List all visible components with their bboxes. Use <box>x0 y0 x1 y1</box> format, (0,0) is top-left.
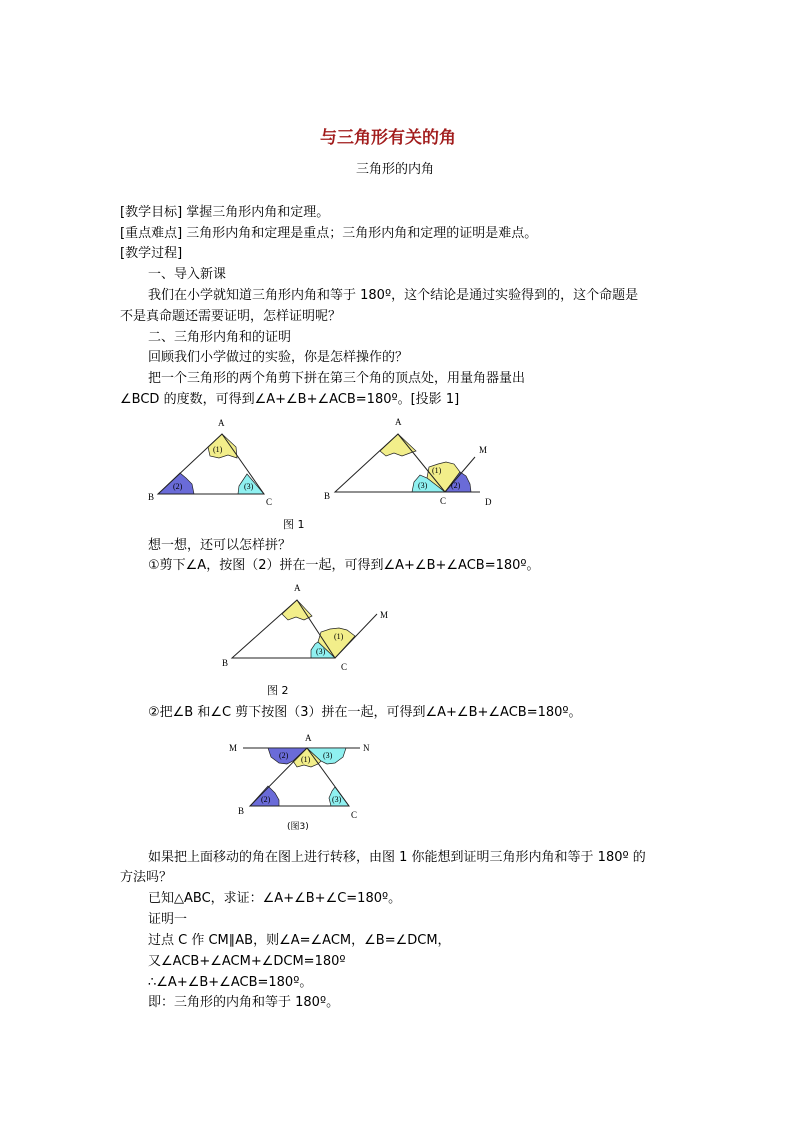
fig3-caption: (图3) <box>287 822 309 830</box>
fig3-num-2-top: (2) <box>279 751 289 760</box>
text-line-proof-3: ∴∠A+∠B+∠ACB=180º。 <box>148 975 313 990</box>
text-line-objective: [教学目标] 掌握三角形内角和定理。 <box>120 205 330 220</box>
fig1-left-label-A: A <box>218 418 225 428</box>
fig3-label-M: M <box>229 743 238 753</box>
fig1-right-label-D: D <box>485 497 492 507</box>
fig3-num-1: (1) <box>301 755 311 764</box>
text-line-cut-1: 把一个三角形的两个角剪下拼在第三个角的顶点处，用量角器量出 <box>148 371 526 386</box>
text-line-process: [教学过程] <box>120 246 183 261</box>
fig2-label-C: C <box>341 662 348 672</box>
text-line-transfer-1: 如果把上面移动的角在图上进行转移，由图 1 你能想到证明三角形内角和等于 180º 的 <box>148 850 646 865</box>
fig3-num-3-top: (3) <box>323 751 333 760</box>
figure-2 <box>215 578 405 698</box>
text-line-proof-1: 过点 C 作 CM∥AB，则∠A=∠ACM，∠B=∠DCM， <box>148 933 451 948</box>
fig1-right-label-B: B <box>324 491 331 501</box>
text-line-transfer-2: 方法吗？ <box>120 870 173 885</box>
fig3-label-A: A <box>305 733 312 743</box>
text-line-review: 回顾我们小学做过的实验，你是怎样操作的？ <box>148 350 409 365</box>
text-line-method-2: ②把∠B 和∠C 剪下按图（3）拼在一起，可得到∠A+∠B+∠ACB=180º。 <box>148 705 582 720</box>
fig2-label-M: M <box>380 610 389 620</box>
fig1-right-num-2: (2) <box>451 481 461 490</box>
fig1-left-num-3: (3) <box>244 482 254 491</box>
text-line-section2: 二、三角形内角和的证明 <box>148 330 292 345</box>
fig2-num-1: (1) <box>334 632 344 641</box>
fig1-right-label-A: A <box>395 417 402 427</box>
fig1-left-num-2: (2) <box>173 482 183 491</box>
fig1-left-label-C: C <box>266 497 273 507</box>
fig2-label-A: A <box>294 583 301 593</box>
fig2-num-3: (3) <box>316 647 326 656</box>
text-line-proof-2: 又∠ACB+∠ACM+∠DCM=180º <box>148 954 346 969</box>
fig1-right-label-M: M <box>479 445 488 455</box>
text-line-intro-2: 不是真命题还需要证明，怎样证明呢？ <box>120 309 342 324</box>
text-line-given: 已知△ABC，求证：∠A+∠B+∠C=180º。 <box>148 891 402 906</box>
text-line-section1: 一、导入新课 <box>148 267 227 282</box>
text-line-proof-title: 证明一 <box>148 912 188 927</box>
text-line-cut-2: ∠BCD 的度数，可得到∠A+∠B+∠ACB=180º。[投影 1] <box>120 392 460 407</box>
fig2-label-B: B <box>222 658 229 668</box>
text-line-method-1: ①剪下∠A，按图（2）拼在一起，可得到∠A+∠B+∠ACB=180º。 <box>148 558 540 573</box>
text-line-intro-1: 我们在小学就知道三角形内角和等于 180º，这个结论是通过实验得到的，这个命题是 <box>148 288 639 303</box>
fig1-right-label-C: C <box>440 496 447 506</box>
fig2-caption: 图 2 <box>267 684 289 697</box>
fig1-left-label-B: B <box>148 492 155 502</box>
fig3-label-C: C <box>351 810 358 820</box>
text-line-key-points: [重点难点] 三角形内角和定理是重点；三角形内角和定理的证明是难点。 <box>120 226 538 241</box>
text-line-think: 想一想，还可以怎样拼？ <box>148 538 292 553</box>
fig3-num-3-bottom: (3) <box>332 795 342 804</box>
fig1-right-num-1: (1) <box>432 466 442 475</box>
document-subtitle: 三角形的内角 <box>356 162 435 177</box>
figure-3 <box>225 730 385 830</box>
text-line-conclusion: 即：三角形的内角和等于 180º。 <box>148 995 340 1010</box>
fig1-left-num-1: (1) <box>213 445 223 454</box>
fig3-label-B: B <box>238 806 245 816</box>
fig3-label-N: N <box>363 743 370 753</box>
fig1-right-num-3: (3) <box>418 481 428 490</box>
figure-1 <box>140 412 540 537</box>
document-title: 与三角形有关的角 <box>320 128 456 148</box>
fig3-num-2-bottom: (2) <box>261 795 271 804</box>
fig1-caption: 图 1 <box>283 518 305 531</box>
